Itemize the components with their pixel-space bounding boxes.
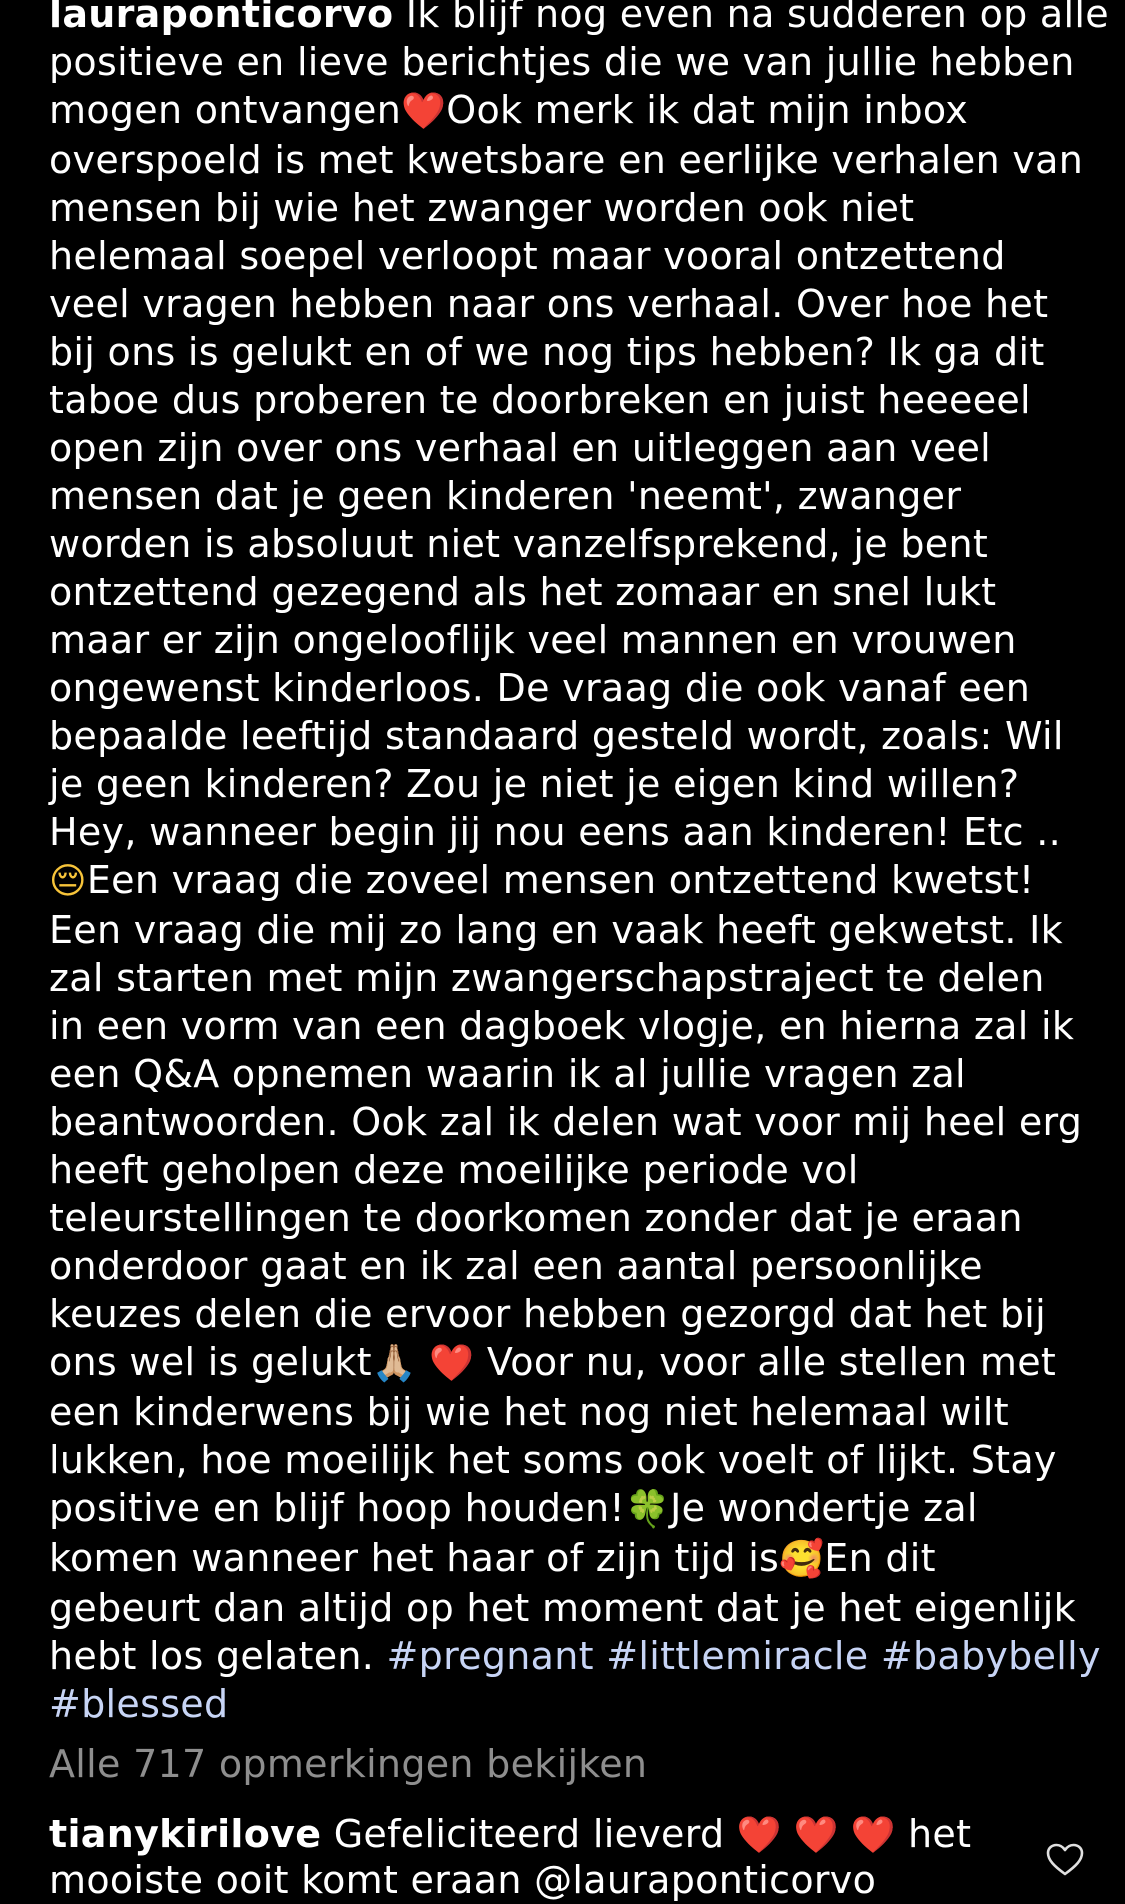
heart-outline-icon[interactable] — [1046, 1843, 1084, 1876]
caption-line: bij ons is gelukt en of we nog tips hebben? Ik ga dit — [49, 330, 1045, 374]
heart-emoji-icon: ❤️ — [429, 1343, 475, 1384]
caption-line: ontzettend gezegend als het zomaar en snel lukt — [49, 570, 997, 614]
caption-line: beantwoorden. Ook zal ik delen wat voor mij heel erg — [49, 1100, 1083, 1144]
caption-line: gebeurt dan altijd op het moment dat je het eigenlijk — [49, 1586, 1076, 1630]
caption-line: maar er zijn ongelooflijk veel mannen en vrouwen — [49, 618, 1017, 662]
caption-line: mensen bij wie het zwanger worden ook niet — [49, 186, 915, 230]
caption-line: Hey, wanneer begin jij nou eens aan kinderen! Etc .. — [49, 810, 1061, 854]
hashtag-link[interactable]: #littlemiracle — [606, 1634, 869, 1678]
caption-line: hebt los gelaten. #pregnant #littlemiracle #babybelly — [49, 1634, 1101, 1678]
pensive-face-emoji-icon: 😔 — [49, 861, 87, 902]
caption-line: teleurstellingen te doorkomen zonder dat je eraan — [49, 1196, 1023, 1240]
caption-line: mogen ontvangen❤️Ook merk ik dat mijn inbox — [49, 88, 969, 132]
caption-line: overspoeld is met kwetsbare en eerlijke verhalen van — [49, 138, 1084, 182]
caption-line: je geen kinderen? Zou je niet je eigen kind willen? — [49, 762, 1020, 806]
hashtag-link[interactable]: #pregnant — [386, 1634, 594, 1678]
post-username[interactable]: lauraponticorvo — [49, 0, 394, 36]
comment-text: Gefeliciteerd lieverd — [333, 1812, 725, 1856]
caption-line: taboe dus proberen te doorbreken en juist heeeeel — [49, 378, 1031, 422]
comment-line — [49, 1810, 1049, 1860]
caption-line: helemaal soepel verloopt maar vooral ontzettend — [49, 234, 1006, 278]
heart-emoji-icon: ❤️ — [401, 91, 447, 132]
caption-line: veel vragen hebben naar ons verhaal. Over hoe het — [49, 282, 1049, 326]
caption-line: Een vraag die mij zo lang en vaak heeft gekwetst. Ik — [49, 908, 1063, 952]
post-caption — [49, 0, 1109, 1728]
caption-line: onderdoor gaat en ik zal een aantal persoonlijke — [49, 1244, 983, 1288]
caption-line: positieve en lieve berichtjes die we van jullie hebben — [49, 40, 1075, 84]
caption-line: keuzes delen die ervoor hebben gezorgd dat het bij — [49, 1292, 1047, 1336]
comment-text: het — [908, 1812, 972, 1856]
caption-line: 😔Een vraag die zoveel mensen ontzettend kwetst! — [49, 858, 1035, 902]
comment-line-cropped: mooiste ooit komt eraan @lauraponticorvo — [49, 1858, 877, 1902]
folded-hands-emoji-icon: 🙏🏼 — [371, 1343, 418, 1384]
caption-line — [49, 1680, 1089, 1728]
caption-line: heeft geholpen deze moeilijke periode vol — [49, 1148, 859, 1192]
four-leaf-clover-emoji-icon: 🍀 — [624, 1489, 671, 1530]
caption-line: zal starten met mijn zwangerschapstraject te delen — [49, 956, 1045, 1000]
smiling-face-with-hearts-emoji-icon: 🥰 — [779, 1539, 825, 1580]
hashtag-link[interactable]: #blessed — [49, 1682, 229, 1726]
caption-line: ons wel is gelukt🙏🏼 ❤️ Voor nu, voor alle stellen met — [49, 1340, 1057, 1384]
caption-line: een kinderwens bij wie het nog niet helemaal wilt — [49, 1390, 1009, 1434]
comment — [49, 1810, 1049, 1902]
caption-line: mensen dat je geen kinderen 'neemt', zwanger — [49, 474, 962, 518]
comment-username[interactable]: tianykirilove — [49, 1812, 322, 1856]
caption-line: komen wanneer het haar of zijn tijd is🥰En dit — [49, 1536, 936, 1580]
caption-line: lukken, hoe moeilijk het soms ook voelt of lijkt. Stay — [49, 1438, 1057, 1482]
caption-line: in een vorm van een dagboek vlogje, en hierna zal ik — [49, 1004, 1075, 1048]
caption-line: bepaalde leeftijd standaard gesteld wordt, zoals: Wil — [49, 714, 1064, 758]
caption-line: lauraponticorvo Ik blijf nog even na sudderen op alle — [49, 0, 1089, 38]
view-all-comments-link[interactable]: Alle 717 opmerkingen bekijken — [49, 1742, 648, 1786]
hashtag-link[interactable]: #babybelly — [880, 1634, 1101, 1678]
caption-line: ongewenst kinderloos. De vraag die ook vanaf een — [49, 666, 1031, 710]
heart-emoji-icon: ❤️ ❤️ ❤️ — [736, 1815, 896, 1856]
heart-outline-icon-svg — [1046, 1843, 1084, 1876]
caption-line: worden is absoluut niet vanzelfsprekend, je bent — [49, 522, 989, 566]
caption-line: positive en blijf hoop houden!🍀Je wondertje zal — [49, 1486, 978, 1530]
caption-line: een Q&A opnemen waarin ik al jullie vragen zal — [49, 1052, 966, 1096]
caption-line: open zijn over ons verhaal en uitleggen aan veel — [49, 426, 992, 470]
